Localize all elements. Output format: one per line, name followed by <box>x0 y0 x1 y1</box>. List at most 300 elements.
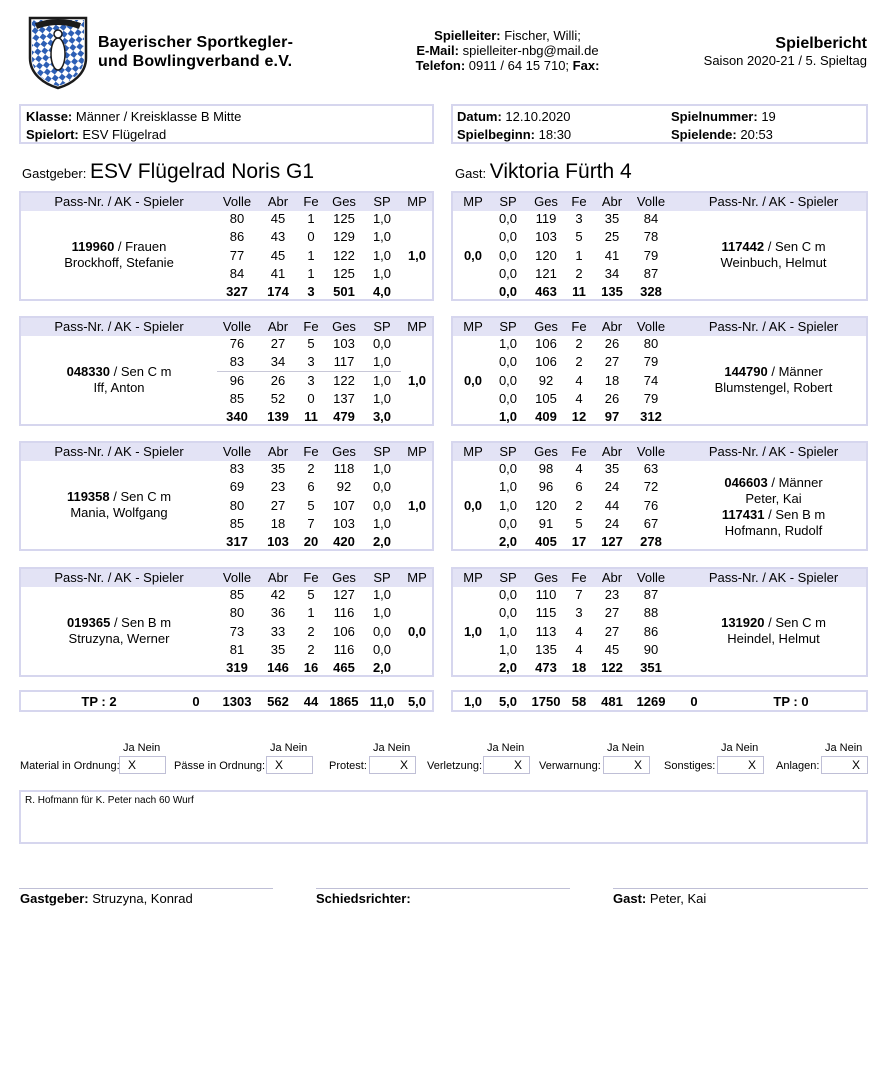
report-season: Saison 2020-21 / 5. Spieltag <box>703 53 867 68</box>
sp-column-header: SP <box>373 444 391 459</box>
score-cell: 1,0 <box>498 642 518 657</box>
score-cell: 121 <box>535 266 557 281</box>
beginn-label: Spielbeginn: <box>457 127 535 142</box>
score-cell: 18 <box>604 373 620 388</box>
sum-cell: 12 <box>571 409 587 424</box>
score-cell: 1,0 <box>372 248 392 263</box>
score-cell: 1,0 <box>372 266 392 281</box>
score-cell: 73 <box>229 624 245 639</box>
match-points-value: 0,0 <box>463 498 483 513</box>
score-cell: 24 <box>604 479 620 494</box>
score-cell: 7 <box>307 516 315 531</box>
sum-cell: 18 <box>571 660 587 675</box>
fe-column-header: Fe <box>303 194 319 209</box>
score-cell: 125 <box>333 211 355 226</box>
ende-value: 20:53 <box>740 127 773 142</box>
score-cell: 4 <box>575 642 583 657</box>
score-cell: 1 <box>575 248 583 263</box>
score-cell: 26 <box>604 336 620 351</box>
player-column-header: Pass-Nr. / AK - Spieler <box>54 444 184 459</box>
spielnummer-value: 19 <box>761 109 776 124</box>
abr-column-header: Abr <box>601 194 623 209</box>
host-sig-label: Gastgeber: <box>20 891 89 906</box>
score-cell: 87 <box>643 266 659 281</box>
score-cell: 41 <box>270 266 286 281</box>
score-cell: 137 <box>333 391 355 406</box>
ja-nein-header: Ja Nein <box>373 742 411 754</box>
score-cell: 83 <box>229 461 245 476</box>
player-id-line <box>21 615 217 631</box>
check-mark: X <box>634 758 643 772</box>
player-name: Heindel, Helmut <box>727 631 820 646</box>
volle-column-header: Volle <box>222 319 252 334</box>
host-zero: 0 <box>192 694 200 709</box>
abr-column-header: Abr <box>267 194 289 209</box>
player-column-header: Pass-Nr. / AK - Spieler <box>708 570 839 585</box>
score-cell: 3 <box>307 373 315 388</box>
ges-column-header: Ges <box>534 570 558 585</box>
player-id-line <box>679 364 868 380</box>
abr-column-header: Abr <box>267 570 289 585</box>
home-player-block <box>21 489 217 521</box>
score-cell: 45 <box>270 248 286 263</box>
info-box-left <box>19 104 434 144</box>
sp-column-header: SP <box>499 194 517 209</box>
score-cell: 1,0 <box>372 354 392 369</box>
abr-column-header: Abr <box>601 319 623 334</box>
sum-cell: 2,0 <box>372 660 392 675</box>
player-column-header: Pass-Nr. / AK - Spieler <box>708 444 839 459</box>
remarks-text: R. Hofmann für K. Peter nach 60 Wurf <box>25 795 194 806</box>
score-cell: 122 <box>333 248 355 263</box>
score-cell: 35 <box>270 642 286 657</box>
score-cell: 5 <box>307 336 315 351</box>
score-cell: 5 <box>307 498 315 513</box>
score-cell: 69 <box>229 479 245 494</box>
guest-name: Viktoria Fürth 4 <box>489 160 632 183</box>
player-age-class: / Sen C m <box>764 239 826 254</box>
score-cell: 79 <box>643 354 659 369</box>
host-total-fe: 44 <box>303 694 319 709</box>
remarks-box <box>19 790 868 844</box>
sum-cell: 351 <box>640 660 662 675</box>
ja-nein-header: Ja Nein <box>825 742 863 754</box>
score-cell: 0,0 <box>498 516 518 531</box>
score-cell: 83 <box>229 354 245 369</box>
datum-value: 12.10.2020 <box>505 109 571 124</box>
sum-cell: 139 <box>267 409 289 424</box>
player-name: Blumstengel, Robert <box>714 380 833 395</box>
score-cell: 26 <box>604 391 620 406</box>
host-total-sp: 11,0 <box>369 694 395 709</box>
sum-cell: 312 <box>640 409 662 424</box>
player-name: Mania, Wolfgang <box>70 505 168 520</box>
klasse-label: Klasse: <box>26 109 73 124</box>
score-cell: 52 <box>270 391 286 406</box>
score-cell: 0,0 <box>498 373 518 388</box>
score-cell: 0,0 <box>372 642 392 657</box>
score-cell: 103 <box>333 336 355 351</box>
score-cell: 5 <box>307 587 315 602</box>
score-cell: 5 <box>575 516 583 531</box>
score-cell: 119 <box>535 211 557 226</box>
ges-column-header: Ges <box>332 444 356 459</box>
score-cell: 125 <box>333 266 355 281</box>
score-cell: 0,0 <box>498 229 518 244</box>
score-cell: 2 <box>575 354 583 369</box>
score-cell: 84 <box>229 266 245 281</box>
score-cell: 67 <box>643 516 659 531</box>
contact-block <box>380 28 635 73</box>
score-cell: 0,0 <box>498 211 518 226</box>
score-cell: 107 <box>333 498 355 513</box>
ja-nein-header: Ja Nein <box>270 742 308 754</box>
ja-nein-header: Ja Nein <box>607 742 645 754</box>
score-cell: 129 <box>333 229 355 244</box>
score-cell: 0,0 <box>372 624 392 639</box>
player-pass-number: 119358 <box>66 489 110 504</box>
player-age-class: / Sen C m <box>764 615 826 630</box>
score-cell: 79 <box>643 248 659 263</box>
score-cell: 78 <box>643 229 659 244</box>
home-match-table <box>19 316 434 426</box>
sum-cell: 465 <box>333 660 355 675</box>
score-cell: 86 <box>229 229 245 244</box>
score-cell: 23 <box>270 479 286 494</box>
check-label: Sonstiges: <box>664 760 716 772</box>
score-cell: 0,0 <box>498 461 518 476</box>
home-player-block <box>21 239 217 271</box>
player-pass-number: 131920 <box>721 615 765 630</box>
score-cell: 25 <box>604 229 620 244</box>
score-cell: 24 <box>604 516 620 531</box>
check-label: Pässe in Ordnung: <box>174 760 266 772</box>
score-cell: 118 <box>333 461 355 476</box>
score-cell: 1,0 <box>372 229 392 244</box>
fe-column-header: Fe <box>571 194 587 209</box>
guest-total-sp: 5,0 <box>498 694 518 709</box>
score-cell: 4 <box>575 624 583 639</box>
host-name: ESV Flügelrad Noris G1 <box>89 160 315 183</box>
guest-tp: TP : 0 <box>773 694 809 709</box>
check-box <box>119 756 166 774</box>
score-cell: 105 <box>535 391 557 406</box>
score-cell: 0 <box>307 391 315 406</box>
referee-sig-line <box>316 888 570 889</box>
check-box <box>266 756 313 774</box>
ja-nein-header: Ja Nein <box>123 742 161 754</box>
mp-column-header: MP <box>463 319 483 334</box>
org-name-line1: Bayerischer Sportkegler- <box>98 34 294 51</box>
score-cell: 0,0 <box>498 587 518 602</box>
sum-cell: 319 <box>226 660 248 675</box>
host-totals <box>19 690 434 712</box>
abr-column-header: Abr <box>601 570 623 585</box>
score-cell: 2 <box>575 266 583 281</box>
player-id-line <box>679 507 868 523</box>
check-mark: X <box>400 758 409 772</box>
score-cell: 80 <box>229 605 245 620</box>
check-label: Verwarnung: <box>539 760 601 772</box>
host-total-mp: 5,0 <box>407 694 427 709</box>
ges-column-header: Ges <box>534 444 558 459</box>
guest-label: Gast: <box>455 166 487 181</box>
sum-cell: 103 <box>267 534 289 549</box>
check-box <box>717 756 764 774</box>
check-box <box>369 756 416 774</box>
score-cell: 33 <box>270 624 286 639</box>
score-cell: 1 <box>307 605 315 620</box>
sum-cell: 0,0 <box>498 284 518 299</box>
score-cell: 103 <box>333 516 355 531</box>
org-name-line2: und Bowlingverband e.V. <box>98 53 293 70</box>
score-cell: 0,0 <box>372 479 392 494</box>
sp-column-header: SP <box>373 319 391 334</box>
away-match-table <box>451 441 868 551</box>
sum-cell: 174 <box>267 284 289 299</box>
sum-cell: 327 <box>226 284 248 299</box>
player-id-line <box>679 475 868 491</box>
sum-cell: 146 <box>267 660 289 675</box>
score-cell: 0,0 <box>498 391 518 406</box>
score-cell: 7 <box>575 587 583 602</box>
sum-cell: 340 <box>226 409 248 424</box>
guest-zero: 0 <box>690 694 698 709</box>
row-separator <box>217 371 401 372</box>
score-cell: 3 <box>307 354 315 369</box>
score-cell: 27 <box>604 605 620 620</box>
match-points-value: 0,0 <box>463 248 483 263</box>
score-cell: 42 <box>270 587 286 602</box>
spielort-value: ESV Flügelrad <box>82 127 167 142</box>
score-cell: 4 <box>575 461 583 476</box>
sum-cell: 11 <box>572 284 586 299</box>
score-cell: 36 <box>270 605 286 620</box>
score-cell: 41 <box>604 248 620 263</box>
check-label: Protest: <box>329 760 367 772</box>
spielort-label: Spielort: <box>26 127 79 142</box>
home-match-table <box>19 441 434 551</box>
phone-value: 0911 / 64 15 710; <box>468 58 570 73</box>
mp-column-header: MP <box>407 194 427 209</box>
mp-column-header: MP <box>463 570 483 585</box>
sum-cell: 420 <box>333 534 355 549</box>
guest-total-ges: 1750 <box>531 694 561 709</box>
score-cell: 35 <box>270 461 286 476</box>
email-label: E-Mail: <box>416 43 459 58</box>
score-cell: 1,0 <box>372 587 392 602</box>
away-match-table <box>451 567 868 677</box>
score-cell: 2 <box>575 336 583 351</box>
sum-cell: 122 <box>601 660 623 675</box>
fe-column-header: Fe <box>571 570 587 585</box>
player-id-line <box>679 615 868 631</box>
score-cell: 1 <box>307 266 315 281</box>
score-cell: 116 <box>333 605 355 620</box>
home-player-block <box>21 615 217 647</box>
score-cell: 1,0 <box>372 461 392 476</box>
fe-column-header: Fe <box>303 444 319 459</box>
score-cell: 122 <box>333 373 355 388</box>
check-box <box>821 756 868 774</box>
score-cell: 0,0 <box>372 498 392 513</box>
host-total-abr: 562 <box>267 694 289 709</box>
score-cell: 120 <box>535 498 557 513</box>
sum-cell: 278 <box>640 534 662 549</box>
match-points-value: 1,0 <box>407 248 427 263</box>
score-cell: 1,0 <box>372 373 392 388</box>
score-cell: 0,0 <box>372 336 392 351</box>
guest-signature <box>613 891 706 906</box>
home-match-table <box>19 191 434 301</box>
score-cell: 6 <box>307 479 315 494</box>
away-player-block <box>679 364 868 396</box>
sum-cell: 328 <box>640 284 662 299</box>
player-column-header: Pass-Nr. / AK - Spieler <box>54 194 184 209</box>
score-cell: 113 <box>535 624 557 639</box>
beginn-value: 18:30 <box>538 127 572 142</box>
sp-column-header: SP <box>499 444 517 459</box>
score-cell: 84 <box>643 211 659 226</box>
abr-column-header: Abr <box>267 444 289 459</box>
abr-column-header: Abr <box>601 444 623 459</box>
score-cell: 76 <box>229 336 245 351</box>
score-cell: 98 <box>538 461 554 476</box>
score-cell: 79 <box>643 391 659 406</box>
score-cell: 96 <box>229 373 245 388</box>
score-cell: 106 <box>535 354 557 369</box>
player-pass-number: 119960 <box>71 239 115 254</box>
sp-column-header: SP <box>373 194 391 209</box>
score-cell: 27 <box>270 336 286 351</box>
host-sig-line <box>19 888 273 889</box>
referee-sig-label: Schiedsrichter: <box>316 891 411 906</box>
host-team <box>22 160 314 184</box>
sum-cell: 2,0 <box>498 660 518 675</box>
sum-cell: 127 <box>601 534 623 549</box>
score-cell: 106 <box>333 624 355 639</box>
player-age-class: / Sen C m <box>109 364 172 379</box>
score-cell: 117 <box>333 354 355 369</box>
bskv-logo <box>26 14 90 90</box>
score-cell: 0 <box>307 229 315 244</box>
away-player-block <box>679 615 868 647</box>
ja-nein-header: Ja Nein <box>487 742 525 754</box>
check-mark: X <box>514 758 523 772</box>
volle-column-header: Volle <box>222 570 252 585</box>
player-age-class: / Sen B m <box>764 507 826 522</box>
score-cell: 1,0 <box>498 336 518 351</box>
sum-cell: 17 <box>571 534 587 549</box>
referee-signature <box>316 891 411 906</box>
sum-cell: 473 <box>535 660 557 675</box>
host-label: Gastgeber: <box>22 166 87 181</box>
leader-value: Fischer, Willi; <box>504 28 581 43</box>
score-cell: 2 <box>575 498 583 513</box>
player-pass-number: 117442 <box>721 239 765 254</box>
score-cell: 1,0 <box>498 479 518 494</box>
match-points-value: 1,0 <box>407 498 427 513</box>
score-cell: 92 <box>538 373 554 388</box>
score-cell: 76 <box>643 498 659 513</box>
host-total-ges: 1865 <box>329 694 359 709</box>
mp-column-header: MP <box>407 444 427 459</box>
score-cell: 1,0 <box>372 391 392 406</box>
fe-column-header: Fe <box>571 319 587 334</box>
score-cell: 80 <box>229 498 245 513</box>
away-player-block <box>679 475 868 539</box>
player-name: Iff, Anton <box>93 380 145 395</box>
volle-column-header: Volle <box>636 444 666 459</box>
ges-column-header: Ges <box>332 319 356 334</box>
player-age-class: / Sen B m <box>110 615 172 630</box>
score-cell: 34 <box>270 354 286 369</box>
score-cell: 127 <box>333 587 355 602</box>
fe-column-header: Fe <box>571 444 587 459</box>
score-cell: 106 <box>535 336 557 351</box>
score-cell: 81 <box>229 642 245 657</box>
score-cell: 91 <box>538 516 554 531</box>
score-cell: 92 <box>336 479 352 494</box>
player-age-class: / Frauen <box>114 239 167 254</box>
check-label: Anlagen: <box>776 760 820 772</box>
score-cell: 45 <box>604 642 620 657</box>
score-cell: 27 <box>604 624 620 639</box>
fax-label: Fax: <box>572 58 600 73</box>
sum-cell: 405 <box>535 534 557 549</box>
volle-column-header: Volle <box>636 194 666 209</box>
report-title: Spielbericht <box>775 35 867 52</box>
fe-column-header: Fe <box>303 319 319 334</box>
check-mark: X <box>275 758 284 772</box>
score-cell: 27 <box>270 498 286 513</box>
fe-column-header: Fe <box>303 570 319 585</box>
guest-total-mp: 1,0 <box>463 694 483 709</box>
mp-column-header: MP <box>407 570 427 585</box>
score-cell: 3 <box>575 605 583 620</box>
score-cell: 74 <box>643 373 659 388</box>
score-cell: 96 <box>538 479 554 494</box>
score-cell: 43 <box>270 229 286 244</box>
host-sig-value: Struzyna, Konrad <box>92 891 193 906</box>
score-cell: 86 <box>643 624 659 639</box>
sum-cell: 501 <box>333 284 355 299</box>
player-pass-number: 046603 <box>724 475 768 490</box>
match-points-value: 1,0 <box>407 373 427 388</box>
sum-cell: 20 <box>303 534 319 549</box>
home-player-block <box>21 364 217 396</box>
score-cell: 90 <box>643 642 659 657</box>
check-label: Verletzung: <box>427 760 483 772</box>
host-total-volle: 1303 <box>222 694 252 709</box>
score-cell: 1,0 <box>372 605 392 620</box>
score-cell: 27 <box>604 354 620 369</box>
score-cell: 120 <box>535 248 557 263</box>
score-cell: 2 <box>307 624 315 639</box>
score-cell: 110 <box>535 587 557 602</box>
score-cell: 6 <box>575 479 583 494</box>
score-cell: 0,0 <box>498 248 518 263</box>
volle-column-header: Volle <box>222 194 252 209</box>
sum-cell: 1,0 <box>498 409 518 424</box>
sum-cell: 2,0 <box>498 534 518 549</box>
sum-cell: 3 <box>307 284 315 299</box>
score-cell: 26 <box>270 373 286 388</box>
abr-column-header: Abr <box>267 319 289 334</box>
leader-label: Spielleiter: <box>434 28 501 43</box>
score-cell: 135 <box>535 642 557 657</box>
mp-column-header: MP <box>463 194 483 209</box>
